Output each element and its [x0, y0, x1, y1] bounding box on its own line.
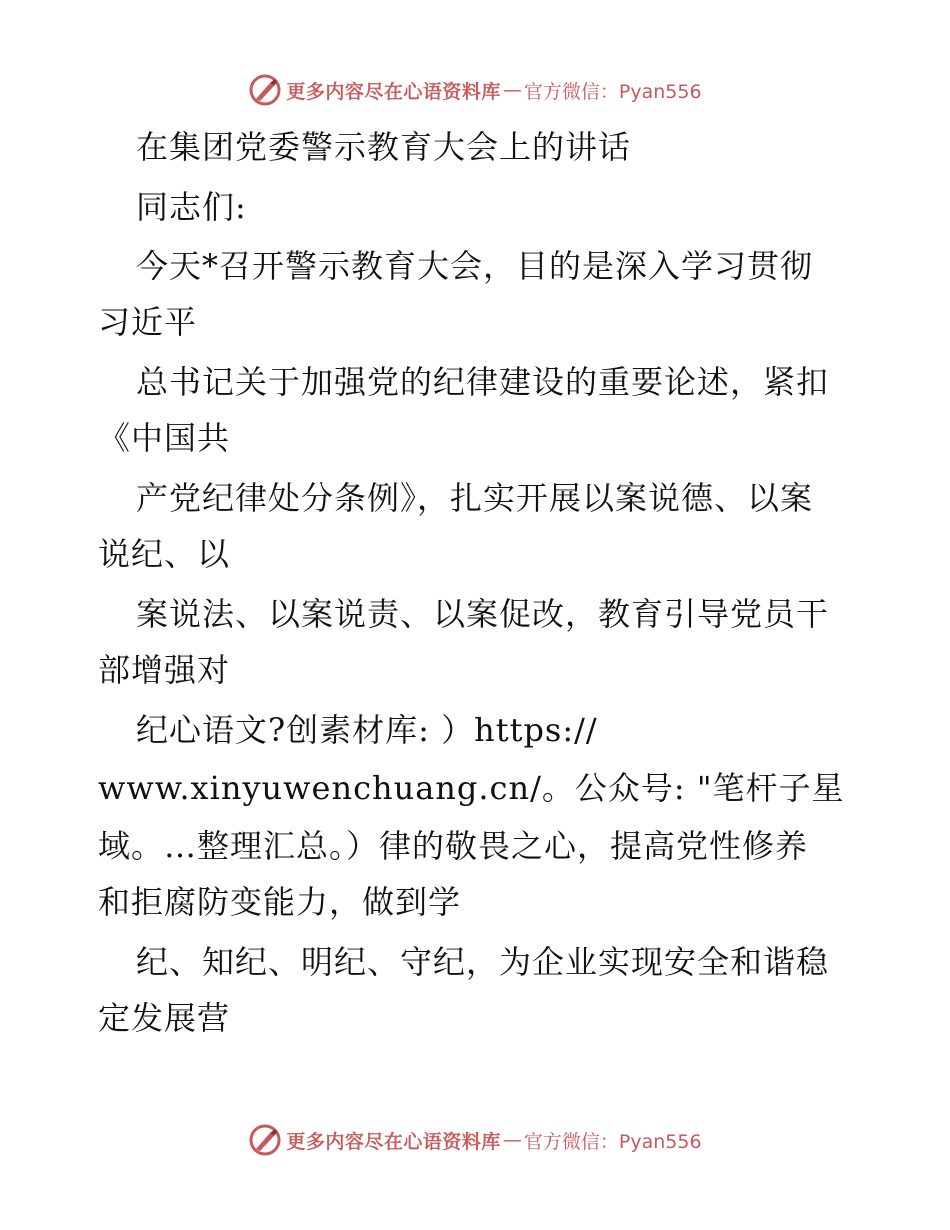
document-greeting: 同志们:: [136, 188, 247, 226]
paragraph-line: 产党纪律处分条例》，扎实开展以案说德、以案: [136, 479, 814, 517]
paragraph-line: 域。…整理汇总。）律的敬畏之心，提高党性修养: [98, 827, 809, 865]
header-banner-text: 更多内容尽在心语资料库: [286, 80, 501, 103]
paragraph-line: 总书记关于加强党的纪律建设的重要论述，紧扣: [136, 363, 830, 401]
footer-banner-wechat: 官方微信：Pyan556: [523, 1130, 702, 1153]
paragraph-line: 今天*召开警示教育大会，目的是深入学习贯彻: [136, 247, 814, 285]
paragraph-line: 定发展营: [98, 999, 231, 1037]
footer-banner-separator: —: [502, 1129, 522, 1151]
paragraph-line: 案说法、以案说责、以案促改，教育引导党员干: [136, 595, 830, 633]
footer-watermark-banner: [0, 1120, 950, 1160]
header-banner-separator: —: [502, 79, 522, 101]
paragraph-line: 纪、知纪、明纪、守纪，为企业实现安全和谐稳: [136, 943, 830, 981]
pen-logo-icon: [248, 73, 282, 107]
paragraph-line: 习近平: [98, 303, 198, 341]
pen-logo-icon: [248, 1123, 282, 1157]
paragraph-line: www.xinyuwenchuang.cn/。公众号: "笔杆子星: [98, 769, 845, 807]
paragraph-line: 《中国共: [98, 419, 231, 457]
footer-banner-text: 更多内容尽在心语资料库: [286, 1130, 501, 1153]
paragraph-line: 纪心语文?创素材库: ）https://: [136, 711, 598, 749]
paragraph-line: 说纪、以: [98, 535, 231, 573]
paragraph-line: 部增强对: [98, 651, 231, 689]
document-title: 在集团党委警示教育大会上的讲话: [136, 128, 632, 166]
header-banner-wechat: 官方微信：Pyan556: [523, 80, 702, 103]
header-watermark-banner: [0, 70, 950, 110]
paragraph-line: 和拒腐防变能力，做到学: [98, 883, 462, 921]
